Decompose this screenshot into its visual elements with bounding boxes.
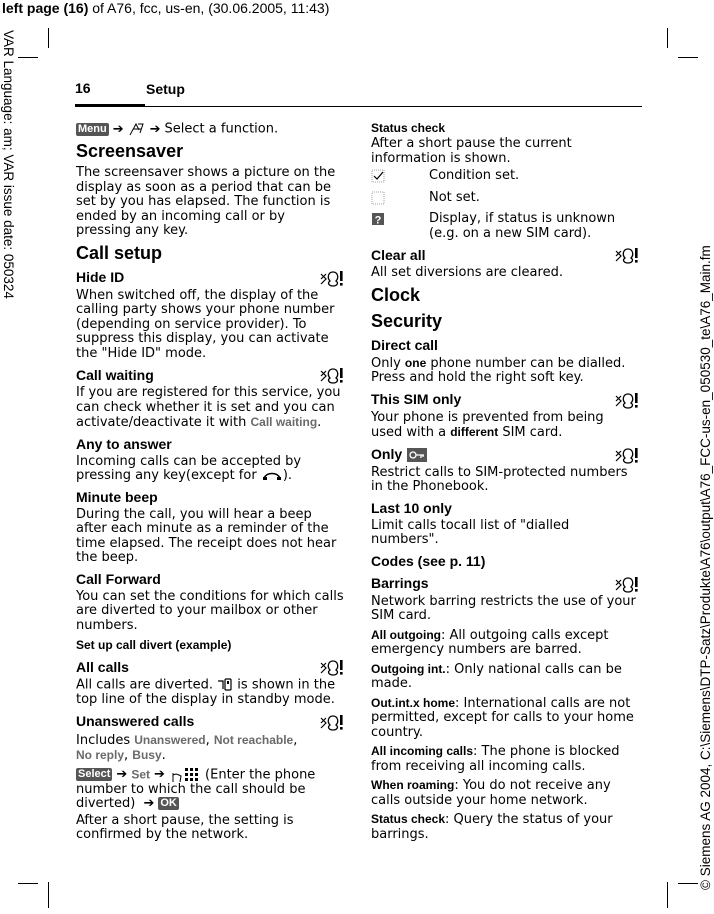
section-security: Security (371, 310, 443, 331)
only-text: Restrict calls to SIM-protected numbers in the Phonebook. (371, 464, 628, 494)
clear-all-text: All set diversions are cleared. (371, 265, 563, 280)
keypad-icon (183, 767, 201, 783)
divert-icon (217, 678, 233, 692)
barring-item: Outgoing int.: Only national calls can be made. (371, 661, 622, 691)
crop-mark (667, 28, 668, 48)
page-title: Setup (146, 81, 185, 97)
crop-mark (18, 883, 38, 884)
page-number: 16 (75, 80, 91, 96)
after-pause-text: After a short pause, the setting is confirmed by the network. (76, 812, 294, 842)
checkmark-icon (371, 169, 385, 183)
menu-key: Menu (78, 122, 107, 135)
barring-item: When roaming: You do not receive any calls outside your home network. (371, 778, 611, 808)
heading-set-up-divert: Set up call divert (example) (76, 638, 232, 652)
arrow-icon: ➔ (116, 767, 128, 782)
arrow-icon: ➔ (112, 121, 124, 137)
heading-codes: Codes (see p. 11) (371, 552, 486, 569)
last-10-only-text: Limit calls tocall list of "dialled numbers". (371, 517, 570, 547)
side-note-right: © Siemens AG 2004, C:\Siemens\DTP-Satz\Produkte\A76\output\A76_FCC-us-en_050530_te\A76_Main.fm (698, 245, 713, 890)
side-note-left: VAR Language: am; VAR issue date: 050324 (1, 30, 16, 299)
heading-any-to-answer: Any to answer (76, 435, 172, 452)
status-row: ? Display, if status is unknown (e.g. on a new SIM card). (371, 212, 639, 241)
end-call-key-icon (261, 470, 283, 482)
direct-call-text: Only one phone number can be dialled. Press and hold the right soft key. (371, 355, 626, 385)
section-screensaver: Screensaver (76, 141, 184, 161)
heading-unanswered-calls: Unanswered calls (76, 713, 344, 731)
heading-clear-all: Clear all (371, 246, 639, 264)
hand-icon (169, 767, 183, 783)
status-row: Condition set. (371, 169, 639, 188)
heading-this-sim-only: This SIM only (371, 391, 639, 409)
crop-mark (48, 28, 49, 48)
select-key: Select (78, 768, 111, 780)
svg-text:?: ? (374, 214, 382, 226)
heading-direct-call: Direct call (371, 336, 438, 353)
divert-steps: Select ➔ Set ➔ (Enter the phone number to which the call should be diverted) ➔ OK (76, 767, 316, 811)
section-call-setup: Call setup (76, 242, 163, 263)
question-icon (371, 212, 385, 226)
arrow-icon: ➔ (149, 121, 161, 137)
section-clock: Clock (371, 284, 421, 305)
crop-mark (667, 882, 668, 908)
status-row: Not set. (371, 191, 639, 210)
arrow-icon: ➔ (154, 767, 165, 782)
crop-mark (48, 882, 49, 908)
provider-dependent-icon (318, 713, 344, 731)
crop-mark (678, 883, 698, 884)
heading-last-10-only: Last 10 only (371, 499, 452, 516)
print-header (2, 0, 329, 16)
provider-dependent-icon (613, 575, 639, 593)
barring-item: Status check: Query the status of your barrings. (371, 812, 613, 842)
heading-barrings: Barrings (371, 575, 639, 593)
heading-call-forward: Call Forward (76, 570, 161, 587)
print-header-bold: left page (16) (2, 0, 89, 16)
crop-mark (18, 57, 38, 58)
sim-key-icon (406, 447, 428, 463)
minute-beep-text: During the call, you will hear a beep after each minute as a reminder of the time elapsed. The receipt does not hear the beep. (76, 506, 337, 565)
barrings-text: Network barring restricts the use of your SIM card. (371, 593, 636, 623)
screensaver-text: The screensaver shows a picture on the display as soon as a period that can be set by you has elapsed. The function is ended by an incoming call or by pressing any key. (76, 165, 336, 238)
empty-box-icon (371, 191, 385, 205)
provider-dependent-icon (613, 391, 639, 409)
ok-key: OK (160, 797, 177, 809)
intro-line: Menu ➔ ➔ Select a function. (78, 121, 279, 137)
provider-dependent-icon (613, 446, 639, 464)
provider-dependent-icon (318, 366, 344, 384)
barring-item: Out.int.x home: International calls are not permitted, except for calls to your home country. (371, 695, 634, 740)
left-column (76, 121, 344, 843)
heading-call-waiting: Call waiting (76, 366, 344, 384)
barring-item: All incoming calls: The phone is blocked from receiving all incoming calls. (371, 744, 620, 774)
call-forward-text: You can set the conditions for which calls are diverted to your mailbox or other numbers. (76, 588, 344, 633)
print-header-rest: of A76, fcc, us-en, (30.06.2005, 11:43) (88, 0, 330, 16)
heading-hide-id: Hide ID (76, 269, 344, 287)
provider-dependent-icon (613, 246, 639, 264)
unanswered-text: Includes Unanswered, Not reachable, No reply, Busy. (76, 732, 298, 763)
status-check-text: After a short pause the current information is shown. (371, 136, 572, 166)
any-to-answer-text: Incoming calls can be accepted by pressing any key(except for ). (76, 453, 302, 483)
arrow-icon: ➔ (143, 796, 155, 811)
right-column (371, 121, 639, 842)
call-waiting-text: If you are registered for this service, you can check whether it is set and you can activate/deactivate it with Call waiting. (76, 385, 341, 430)
all-calls-text: All calls are diverted. is shown in the top line of the display in standby mode. (76, 677, 336, 707)
barring-item: All outgoing: All outgoing calls except emergency numbers are barred. (371, 627, 609, 657)
header-rule (75, 106, 642, 107)
heading-status-check: Status check (371, 121, 446, 135)
this-sim-only-text: Your phone is prevented from being used with a different SIM card. (371, 409, 604, 440)
crop-mark (678, 57, 698, 58)
settings-symbol-icon (128, 121, 146, 137)
provider-dependent-icon (318, 658, 344, 676)
hide-id-text: When switched off, the display of the calling party shows your phone number (depending on service provider). To suppress this display, you can activate the "Hide ID" mode. (76, 287, 335, 361)
heading-only: Only (371, 446, 639, 464)
command-call-waiting: Call waiting (250, 415, 318, 429)
provider-dependent-icon (318, 269, 344, 287)
heading-minute-beep: Minute beep (76, 488, 158, 505)
heading-all-calls: All calls (76, 658, 344, 676)
